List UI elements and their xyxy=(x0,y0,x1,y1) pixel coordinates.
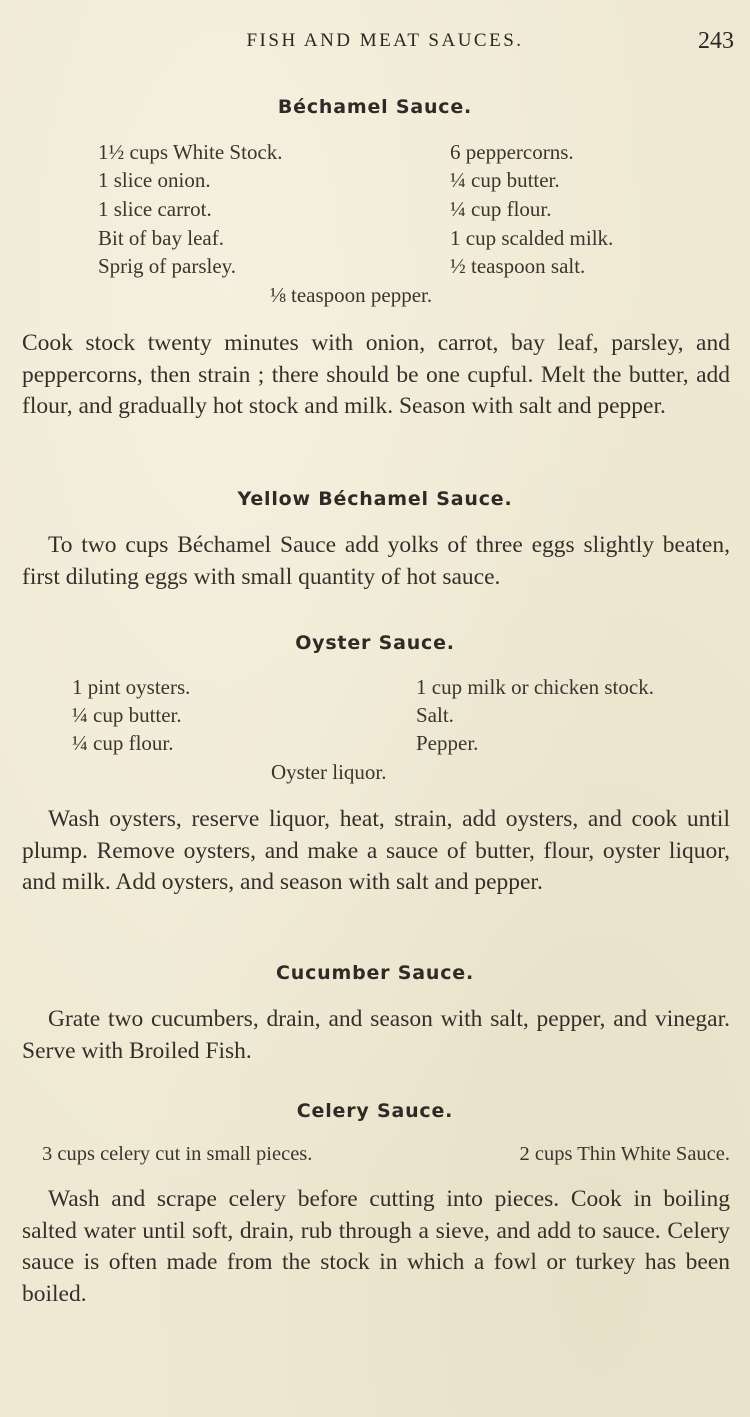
oyster-ingredient-right: Pepper. xyxy=(416,731,479,755)
oyster-directions: Wash oysters, reserve liquor, heat, strain, add oysters, and cook until plump. Remove oysters, and make a sauce of butter, flour, oyster liquor, and milk. Add oysters, and season with salt and pepper. xyxy=(22,806,730,895)
bechamel-ingredient-right: ¼ cup butter. xyxy=(450,168,560,192)
yellow-bechamel-heading: Yellow Béchamel Sauce. xyxy=(237,488,513,510)
celery-ingredient-right: 2 cups Thin White Sauce. xyxy=(519,1143,730,1165)
celery-ingredients xyxy=(42,1143,730,1166)
bechamel-ingredient-right: 1 cup scalded milk. xyxy=(450,226,614,250)
bechamel-ingredient-left: 1½ cups White Stock. xyxy=(98,140,283,164)
cucumber-directions: Grate two cucumbers, drain, and season with salt, pepper, and vinegar. Serve with Broiled Fish. xyxy=(22,1006,730,1064)
oyster-ingredient-center: Oyster liquor. xyxy=(271,760,387,784)
oyster-ingredient-right: 1 cup milk or chicken stock. xyxy=(416,675,654,699)
celery-directions: Wash and scrape celery before cutting into pieces. Cook in boiling salted water until soft, drain, rub through a sieve, and add to sauce. Celery sauce is often made from the stock in which a fowl or turkey has been boiled. xyxy=(22,1186,730,1307)
bechamel-ingredient-left: Bit of bay leaf. xyxy=(98,226,224,250)
oyster-ingredient-left: 1 pint oysters. xyxy=(72,675,191,699)
running-title: FISH AND MEAT SAUCES. xyxy=(246,30,524,51)
oyster-heading: Oyster Sauce. xyxy=(295,632,455,654)
bechamel-heading: Béchamel Sauce. xyxy=(277,96,473,118)
bechamel-ingredient-left: Sprig of parsley. xyxy=(98,254,237,278)
yellow-bechamel-directions: To two cups Béchamel Sauce add yolks of three eggs slightly beaten, first diluting eggs with small quantity of hot sauce. xyxy=(22,532,730,590)
page-number: 243 xyxy=(698,28,734,54)
bechamel-ingredient-center: ⅛ teaspoon pepper. xyxy=(270,283,433,307)
bechamel-ingredient-right: 6 peppercorns. xyxy=(450,140,574,164)
celery-ingredient-left: 3 cups celery cut in small pieces. xyxy=(42,1143,313,1165)
bechamel-ingredient-right: ¼ cup flour. xyxy=(450,197,552,221)
celery-heading: Celery Sauce. xyxy=(296,1100,454,1122)
bechamel-ingredient-left: 1 slice carrot. xyxy=(98,197,212,221)
running-head xyxy=(0,28,750,58)
oyster-ingredient-right: Salt. xyxy=(416,703,454,727)
cucumber-heading: Cucumber Sauce. xyxy=(276,962,474,984)
bechamel-ingredient-left: 1 slice onion. xyxy=(98,168,211,192)
oyster-ingredient-left: ¼ cup flour. xyxy=(72,731,174,755)
oyster-ingredient-left: ¼ cup butter. xyxy=(72,703,182,727)
bechamel-ingredient-right: ½ teaspoon salt. xyxy=(450,254,586,278)
bechamel-directions: Cook stock twenty minutes with onion, carrot, bay leaf, parsley, and peppercorns, then strain ; there should be one cupful. Melt the butter, add flour, and gradually hot stock and milk. Season with salt and pepper. xyxy=(22,330,730,419)
